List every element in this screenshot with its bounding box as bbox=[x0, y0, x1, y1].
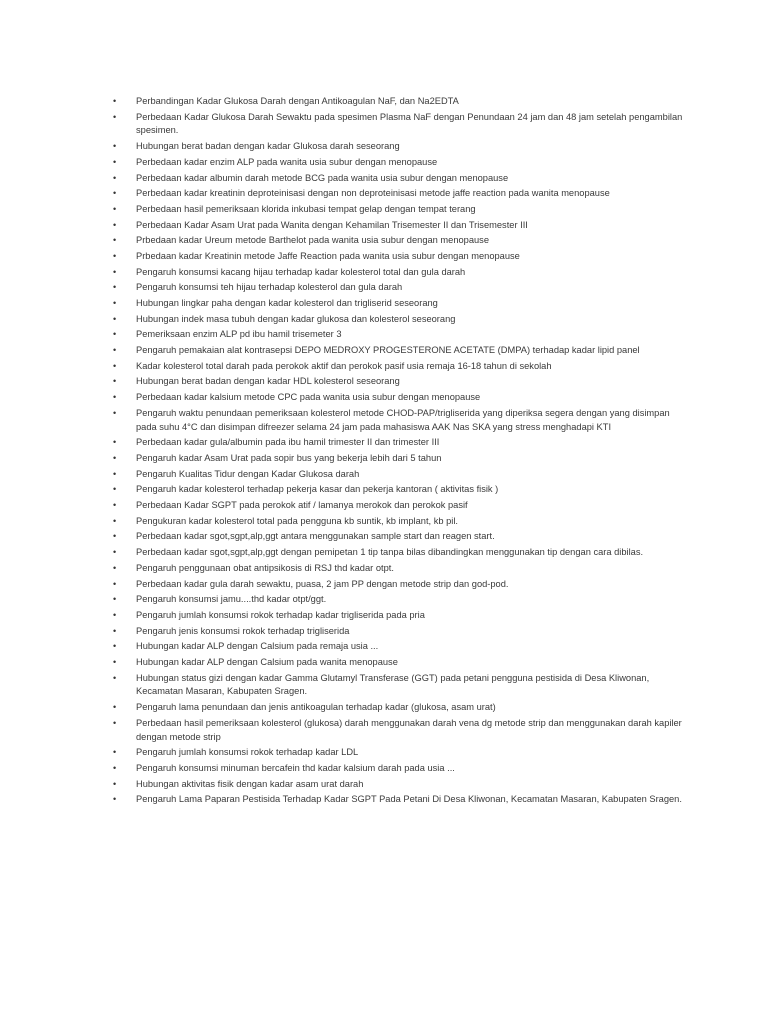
list-item bbox=[113, 499, 683, 513]
list-item-text: Perbedaan Kadar Asam Urat pada Wanita dengan Kehamilan Trisemester II dan Trisemester III bbox=[136, 219, 528, 230]
list-item bbox=[113, 717, 683, 745]
list-item-text: Perbedaan kadar kalsium metode CPC pada wanita usia subur dengan menopause bbox=[136, 392, 481, 403]
list-item-text: Perbedaan hasil pemeriksaan kolesterol (glukosa) darah menggunakan darah vena dg metode strip dan menggunakan darah kapiler dengan metode strip bbox=[136, 717, 682, 742]
list-item bbox=[113, 234, 683, 248]
bullet-icon: • bbox=[113, 111, 117, 122]
list-item bbox=[113, 140, 683, 154]
list-item bbox=[113, 593, 683, 607]
list-item bbox=[113, 344, 683, 358]
list-item-text: Hubungan kadar ALP dengan Calsium pada remaja usia ... bbox=[136, 641, 379, 652]
list-item bbox=[113, 793, 683, 807]
bullet-icon: • bbox=[113, 235, 117, 246]
list-item bbox=[113, 156, 683, 170]
bullet-icon: • bbox=[113, 329, 117, 340]
bullet-icon: • bbox=[113, 778, 117, 789]
list-item-text: Pengaruh konsumsi jamu....thd kadar otpt/ggt. bbox=[136, 594, 327, 605]
list-item bbox=[113, 328, 683, 342]
bullet-icon: • bbox=[113, 282, 117, 293]
list-item-text: Hubungan indek masa tubuh dengan kadar glukosa dan kolesterol seseorang bbox=[136, 313, 456, 324]
list-item-text: Pengaruh jenis konsumsi rokok terhadap trigliserida bbox=[136, 625, 350, 636]
bullet-icon: • bbox=[113, 345, 117, 356]
list-item bbox=[113, 187, 683, 201]
list-item bbox=[113, 515, 683, 529]
bullet-icon: • bbox=[113, 172, 117, 183]
bullet-icon: • bbox=[113, 219, 117, 230]
list-item bbox=[113, 391, 683, 405]
list-item bbox=[113, 578, 683, 592]
bullet-icon: • bbox=[113, 562, 117, 573]
bullet-icon: • bbox=[113, 313, 117, 324]
list-item bbox=[113, 546, 683, 560]
list-item bbox=[113, 203, 683, 217]
list-item-text: Perbedaan kadar gula/albumin pada ibu hamil trimester II dan trimester III bbox=[136, 437, 440, 448]
list-item-text: Perbedaan kadar kreatinin deproteinisasi dengan non deproteinisasi metode jaffe reaction pada wanita menopause bbox=[136, 188, 610, 199]
list-item-text: Perbedaan kadar albumin darah metode BCG pada wanita usia subur dengan menopause bbox=[136, 172, 509, 183]
list-item-text: Pengaruh waktu penundaan pemeriksaan kolesterol metode CHOD-PAP/trigliserida yang diperiksa segera dengan yang disimpan pada suhu 4°C dan disimpan difreezer selama 24 jam pada mahasiswa AAK Nas SKA yang stress menghadapi KTI bbox=[136, 407, 670, 432]
list-item-text: Perbedaan kadar enzim ALP pada wanita usia subur dengan menopause bbox=[136, 156, 438, 167]
list-item bbox=[113, 407, 683, 435]
list-item bbox=[113, 452, 683, 466]
list-item bbox=[113, 778, 683, 792]
bullet-icon: • bbox=[113, 500, 117, 511]
list-item bbox=[113, 468, 683, 482]
bullet-icon: • bbox=[113, 484, 117, 495]
list-item-text: Prbedaan kadar Kreatinin metode Jaffe Reaction pada wanita usia subur dengan menopause bbox=[136, 250, 520, 261]
list-item bbox=[113, 436, 683, 450]
list-item-text: Pengaruh Lama Paparan Pestisida Terhadap Kadar SGPT Pada Petani Di Desa Kliwonan, Kecamatan Masaran, Kabupaten Sragen. bbox=[136, 794, 682, 805]
bullet-icon: • bbox=[113, 188, 117, 199]
bullet-icon: • bbox=[113, 407, 117, 418]
list-item bbox=[113, 609, 683, 623]
bullet-icon: • bbox=[113, 794, 117, 805]
list-item-text: Perbedaan hasil pemeriksaan klorida inkubasi tempat gelap dengan tempat terang bbox=[136, 203, 476, 214]
bullet-icon: • bbox=[113, 437, 117, 448]
list-item bbox=[113, 672, 683, 700]
list-item-text: Pengaruh pemakaian alat kontrasepsi DEPO MEDROXY PROGESTERONE ACETATE (DMPA) terhadap kadar lipid panel bbox=[136, 345, 640, 356]
list-item bbox=[113, 281, 683, 295]
bullet-icon: • bbox=[113, 515, 117, 526]
list-item bbox=[113, 219, 683, 233]
bullet-icon: • bbox=[113, 609, 117, 620]
bullet-icon: • bbox=[113, 702, 117, 713]
list-item bbox=[113, 375, 683, 389]
list-item-text: Perbedaan Kadar Glukosa Darah Sewaktu pada spesimen Plasma NaF dengan Penundaan 24 jam dan 48 jam setelah pengambilan spesimen. bbox=[136, 111, 683, 136]
list-item-text: Pengaruh konsumsi minuman bercafein thd kadar kalsium darah pada usia ... bbox=[136, 763, 455, 773]
list-item-text: Hubungan berat badan dengan kadar HDL kolesterol seseorang bbox=[136, 376, 400, 387]
bullet-icon: • bbox=[113, 96, 117, 106]
bullet-icon: • bbox=[113, 547, 117, 558]
bullet-icon: • bbox=[113, 578, 117, 589]
list-item-text: Perbedaan kadar sgot,sgpt,alp,ggt antara menggunakan sample start dan reagen start. bbox=[136, 531, 495, 542]
list-item bbox=[113, 562, 683, 576]
list-item bbox=[113, 530, 683, 544]
bullet-icon: • bbox=[113, 156, 117, 167]
list-item-text: Perbedaan kadar sgot,sgpt,alp,ggt dengan pemipetan 1 tip tanpa bilas dibandingkan menggunakan tip dengan cara dibilas. bbox=[136, 547, 644, 558]
list-item bbox=[113, 701, 683, 715]
list-item bbox=[113, 297, 683, 311]
list-item-text: Pengaruh penggunaan obat antipsikosis di RSJ thd kadar otpt. bbox=[136, 562, 394, 573]
list-item bbox=[113, 483, 683, 497]
topic-bullet-list bbox=[113, 95, 683, 809]
list-item bbox=[113, 360, 683, 374]
bullet-icon: • bbox=[113, 203, 117, 214]
list-item-text: Hubungan kadar ALP dengan Calsium pada wanita menopause bbox=[136, 656, 398, 667]
list-item-text: Perbedaan Kadar SGPT pada perokok atif / lamanya merokok dan perokok pasif bbox=[136, 500, 468, 511]
list-item-text: Pengaruh jumlah konsumsi rokok terhadap kadar LDL bbox=[136, 747, 359, 758]
bullet-icon: • bbox=[113, 531, 117, 542]
list-item-text: Pemeriksaan enzim ALP pd ibu hamil trisemeter 3 bbox=[136, 329, 342, 340]
list-item bbox=[113, 266, 683, 280]
bullet-icon: • bbox=[113, 656, 117, 667]
list-item-text: Pengaruh kadar Asam Urat pada sopir bus yang bekerja lebih dari 5 tahun bbox=[136, 453, 442, 464]
list-item-text: Pengaruh lama penundaan dan jenis antikoagulan terhadap kadar (glukosa, asam urat) bbox=[136, 702, 496, 713]
list-item-text: Pengaruh konsumsi teh hijau terhadap kolesterol dan gula darah bbox=[136, 282, 403, 293]
list-item bbox=[113, 95, 683, 109]
list-item bbox=[113, 656, 683, 670]
list-item-text: Pengaruh kadar kolesterol terhadap pekerja kasar dan pekerja kantoran ( aktivitas fisik ) bbox=[136, 484, 499, 495]
bullet-icon: • bbox=[113, 453, 117, 464]
bullet-icon: • bbox=[113, 298, 117, 309]
bullet-icon: • bbox=[113, 763, 117, 773]
list-item bbox=[113, 640, 683, 654]
list-item bbox=[113, 625, 683, 639]
bullet-icon: • bbox=[113, 266, 117, 277]
list-item-text: Hubungan status gizi dengan kadar Gamma Glutamyl Transferase (GGT) pada petani pengguna pestisida di Desa Kliwonan, Kecamatan Masaran, Kabupaten Sragen. bbox=[136, 672, 650, 697]
list-item-text: Prbedaan kadar Ureum metode Barthelot pada wanita usia subur dengan menopause bbox=[136, 235, 489, 246]
list-item-text: Pengaruh jumlah konsumsi rokok terhadap kadar trigliserida pada pria bbox=[136, 609, 425, 620]
list-item bbox=[113, 313, 683, 327]
bullet-icon: • bbox=[113, 641, 117, 652]
bullet-icon: • bbox=[113, 468, 117, 479]
list-item-text: Hubungan aktivitas fisik dengan kadar asam urat darah bbox=[136, 778, 364, 789]
list-item bbox=[113, 746, 683, 760]
list-item-text: Pengaruh Kualitas Tidur dengan Kadar Glukosa darah bbox=[136, 468, 360, 479]
bullet-icon: • bbox=[113, 141, 117, 152]
bullet-icon: • bbox=[113, 250, 117, 261]
bullet-icon: • bbox=[113, 717, 117, 728]
list-item-text: Pengukuran kadar kolesterol total pada pengguna kb suntik, kb implant, kb pil. bbox=[136, 515, 458, 526]
list-item-text: Hubungan lingkar paha dengan kadar kolesterol dan trigliserid seseorang bbox=[136, 298, 438, 309]
list-item-text: Pengaruh konsumsi kacang hijau terhadap kadar kolesterol total dan gula darah bbox=[136, 266, 466, 277]
bullet-icon: • bbox=[113, 594, 117, 605]
list-item bbox=[113, 111, 683, 139]
bullet-icon: • bbox=[113, 625, 117, 636]
bullet-icon: • bbox=[113, 392, 117, 403]
list-item bbox=[113, 762, 683, 776]
bullet-icon: • bbox=[113, 672, 117, 683]
bullet-icon: • bbox=[113, 360, 117, 371]
list-item-text: Perbedaan kadar gula darah sewaktu, puasa, 2 jam PP dengan metode strip dan god-pod. bbox=[136, 578, 509, 589]
list-item-text: Kadar kolesterol total darah pada perokok aktif dan perokok pasif usia remaja 16-18 tahun di sekolah bbox=[136, 360, 552, 371]
list-item bbox=[113, 172, 683, 186]
bullet-icon: • bbox=[113, 747, 117, 758]
bullet-icon: • bbox=[113, 376, 117, 387]
list-item bbox=[113, 250, 683, 264]
list-item-text: Hubungan berat badan dengan kadar Glukosa darah seseorang bbox=[136, 141, 400, 152]
list-item-text: Perbandingan Kadar Glukosa Darah dengan Antikoagulan NaF, dan Na2EDTA bbox=[136, 96, 459, 106]
